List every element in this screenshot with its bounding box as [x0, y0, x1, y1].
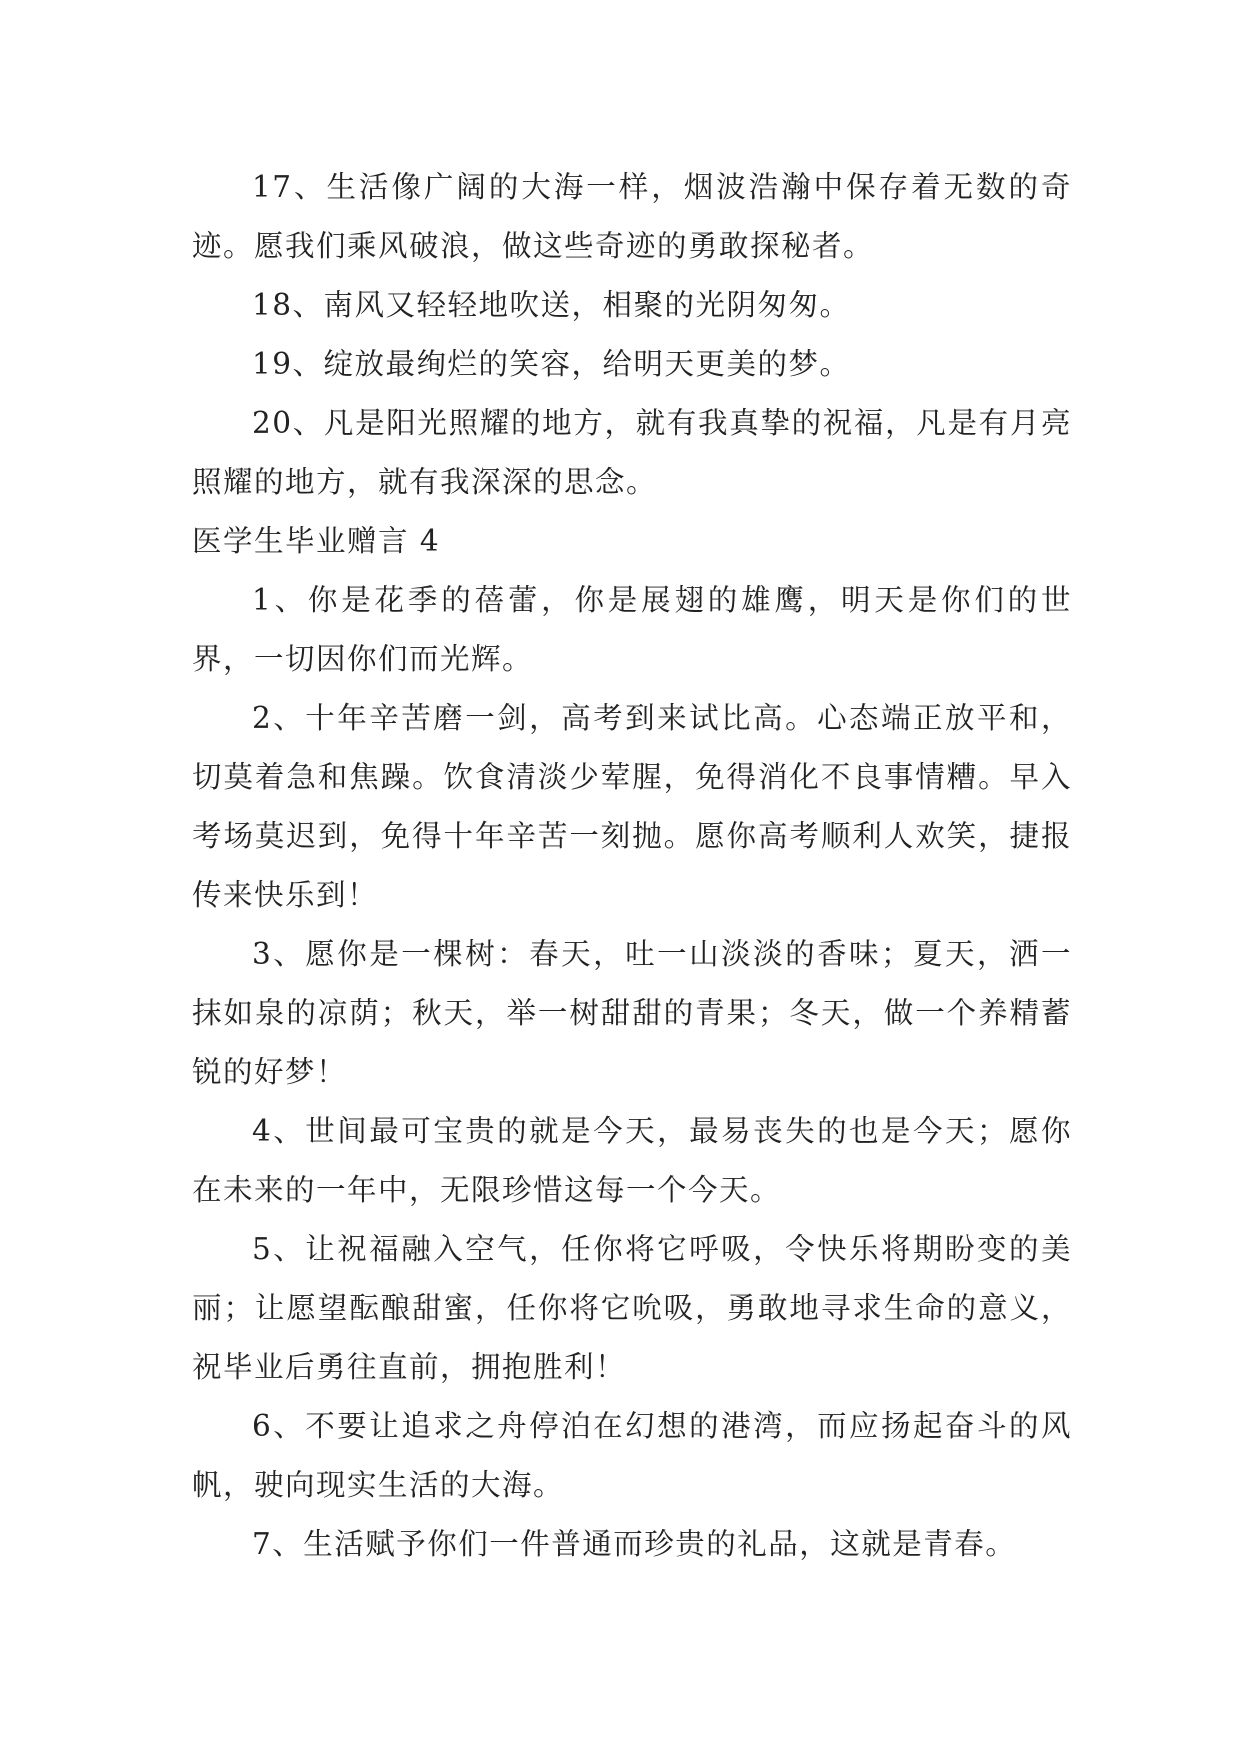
- paragraph-18: 18、南风又轻轻地吹送，相聚的光阴匆匆。: [252, 288, 851, 322]
- paragraph-20: 20、凡是阳光照耀的地方，就有我真挚的祝福，凡是有月亮照耀的地方，就有我深深的思念。: [192, 406, 1072, 499]
- paragraph-2: 2、十年辛苦磨一剑，高考到来试比高。心态端正放平和，切莫着急和焦躁。饮食清淡少荤腥，免得消化不良事情糟。早入考场莫迟到，免得十年辛苦一刻抛。愿你高考顺利人欢笑，捷报传来快乐到！: [192, 701, 1072, 912]
- paragraph-5: 5、让祝福融入空气，任你将它呼吸，令快乐将期盼变的美丽；让愿望酝酿甜蜜，任你将它吮吸，勇敢地寻求生命的意义，祝毕业后勇往直前，拥抱胜利！: [192, 1232, 1072, 1384]
- paragraph-4: 4、世间最可宝贵的就是今天，最易丧失的也是今天；愿你在未来的一年中，无限珍惜这每一个今天。: [192, 1114, 1072, 1207]
- paragraph-3: 3、愿你是一棵树：春天，吐一山淡淡的香味；夏天，洒一抹如泉的凉荫；秋天，举一树甜甜的青果；冬天，做一个养精蓄锐的好梦！: [192, 937, 1072, 1089]
- paragraph-19: 19、绽放最绚烂的笑容，给明天更美的梦。: [252, 347, 851, 381]
- paragraph-6: 6、不要让追求之舟停泊在幻想的港湾，而应扬起奋斗的风帆，驶向现实生活的大海。: [192, 1409, 1072, 1502]
- document-body: [192, 158, 1072, 1574]
- paragraph-1: 1、你是花季的蓓蕾，你是展翅的雄鹰，明天是你们的世界，一切因你们而光辉。: [192, 583, 1072, 676]
- paragraph-7: 7、生活赋予你们一件普通而珍贵的礼品，这就是青春。: [252, 1527, 1017, 1561]
- paragraph-17: 17、生活像广阔的大海一样，烟波浩瀚中保存着无数的奇迹。愿我们乘风破浪，做这些奇迹的勇敢探秘者。: [192, 170, 1072, 263]
- section-heading: 医学生毕业赠言 4: [192, 524, 441, 558]
